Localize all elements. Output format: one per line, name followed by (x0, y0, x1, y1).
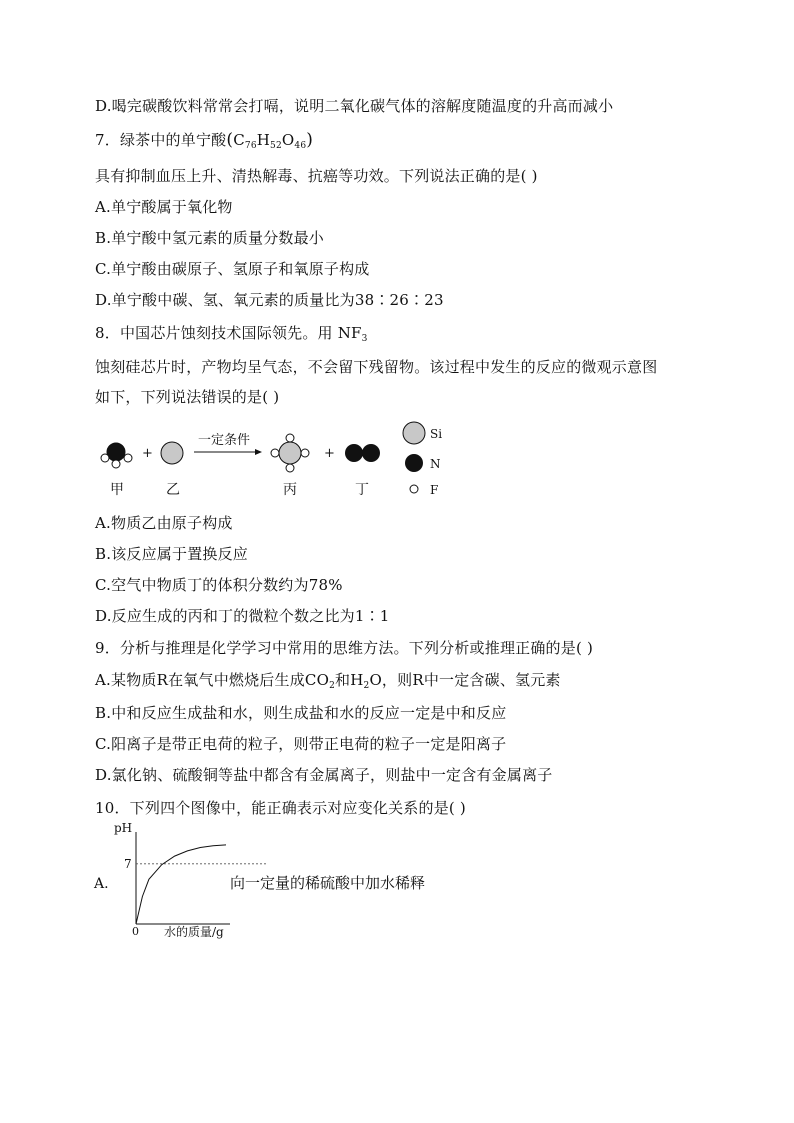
q8-option-a: A.物质乙由原子构成 (95, 514, 233, 532)
q10-option-a-label: A. (94, 876, 109, 892)
q9-option-b: B.中和反应生成盐和水，则生成盐和水的反应一定是中和反应 (95, 704, 507, 722)
legend-f: F (430, 483, 439, 497)
q8-stem-line2: 蚀刻硅芯片时，产物均呈气态，不会留下残留物。该过程中发生的反应的微观示意图 (95, 358, 658, 376)
q7-option-c: C.单宁酸由碳原子、氢原子和氧原子构成 (95, 260, 370, 278)
q9-stem: 9．分析与推理是化学学习中常用的思维方法。下列分析或推理正确的是( ) (95, 639, 594, 657)
label-ding: 丁 (355, 482, 369, 498)
label-yi: 乙 (166, 482, 180, 498)
q10-stem: 10．下列四个图像中，能正确表示对应变化关系的是( ) (95, 799, 466, 817)
label-bing: 丙 (283, 482, 297, 498)
q7-formula: $C_{76}H_{52}O_{46}$ (233, 131, 307, 151)
legend-si: Si (430, 427, 443, 441)
q8-option-d: D.反应生成的丙和丁的微粒个数之比为1∶1 (95, 607, 390, 625)
q8-stem-line1 (95, 323, 368, 349)
q8-option-b: B.该反应属于置换反应 (95, 545, 248, 563)
q8-stem-line3: 如下，下列说法错误的是( ) (95, 388, 280, 406)
reaction-diagram (90, 420, 470, 502)
q8-formula: NF (337, 324, 362, 342)
q6-option-d: D.喝完碳酸饮料常常会打嗝，说明二氧化碳气体的溶解度随温度的升高而减小 (95, 97, 614, 115)
q9-option-a: A.某物质R在氧气中燃烧后生成$CO_2$和$H_2O$，则R中一定含碳、氢元素 (95, 671, 561, 691)
q7-option-d: D.单宁酸中碳、氢、氧元素的质量比为38∶26∶23 (95, 291, 444, 309)
molecule-jia (101, 443, 132, 468)
q9-option-d: D.氯化钠、硫酸铜等盐中都含有金属离子，则盐中一定含有金属离子 (95, 766, 553, 784)
legend-f-marker (410, 485, 418, 493)
y-axis-label: pH (114, 821, 133, 835)
q7-option-b: B.单宁酸中氢元素的质量分数最小 (95, 229, 324, 247)
reaction-condition: 一定条件 (198, 433, 251, 448)
ph-curve (136, 845, 226, 924)
legend-si-marker (403, 422, 425, 444)
q8-option-c: C.空气中物质丁的体积分数约为78% (95, 576, 343, 594)
plus-1: + (142, 446, 153, 461)
q10-option-a-text: 向一定量的稀硫酸中加水稀释 (230, 874, 426, 892)
origin-label: 0 (132, 925, 139, 938)
legend-n: N (430, 457, 441, 471)
atom-yi (161, 442, 183, 464)
x-axis-label: 水的质量/g (164, 925, 224, 939)
q7-stem-line1: 7．绿茶中的单宁酸$(C_{76}H_{52}O_{46})$ (95, 130, 314, 151)
q7-stem-line2: 具有抑制血压上升、清热解毒、抗癌等功效。下列说法正确的是( ) (95, 167, 538, 185)
q8-stem-prefix: 8．中国芯片蚀刻技术国际领先。用 (95, 324, 333, 342)
q7-option-a: A.单宁酸属于氧化物 (95, 198, 233, 216)
q7-stem-prefix: 7．绿茶中的单宁酸 (95, 131, 227, 149)
ph-dilution-graph (90, 820, 450, 945)
tick-label-7: 7 (124, 856, 132, 871)
legend-n-marker (405, 454, 423, 472)
q9-option-c: C.阳离子是带正电荷的粒子，则带正电荷的粒子一定是阳离子 (95, 735, 507, 753)
label-jia: 甲 (110, 482, 124, 498)
q8-formula-sub: 3 (361, 334, 368, 344)
molecule-bing (271, 434, 309, 472)
molecule-ding (345, 444, 380, 462)
plus-2: + (324, 446, 335, 461)
